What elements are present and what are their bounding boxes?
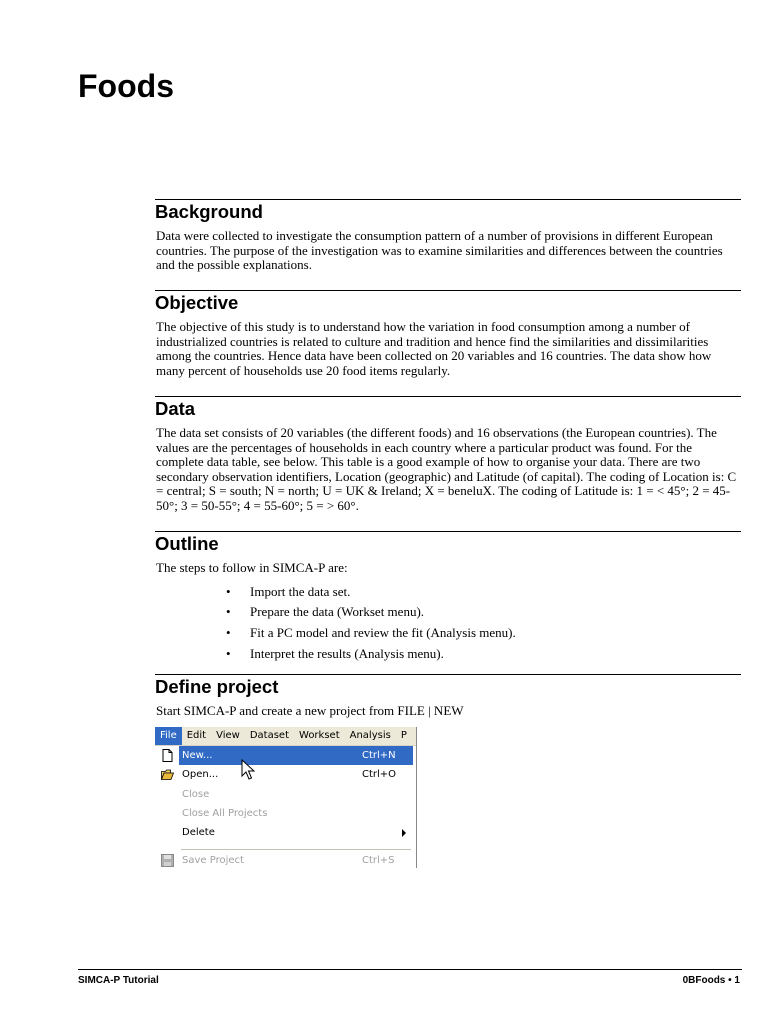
define-project-section xyxy=(155,674,741,719)
menu-workset[interactable]: Workset xyxy=(299,730,340,741)
menu-file[interactable]: File xyxy=(155,727,182,745)
objective-section xyxy=(155,290,741,378)
list-item: • Fit a PC model and review the fit (Analysis menu). xyxy=(155,623,741,644)
footer-page-number: 0BFoods • 1 xyxy=(682,975,740,986)
submenu-arrow-icon xyxy=(402,829,406,837)
objective-text: The objective of this study is to understand how the variation in food consumption among a number of industrialized countries is related to culture and tradition and hence find the similarities and dissimilarities among the countries. Hence data have been collected on 20 variables and 16 countries. The data show how many percent of households use 20 food items regularly. xyxy=(156,319,712,378)
define-project-heading: Define project xyxy=(155,676,279,697)
data-text: The data set consists of 20 variables (the different foods) and 16 observations (the European countries). The values are the percentages of households in each country where a particular product was found. For the complete data table, see below. This table is a good example of how to organise your data. There are two secondary observation identifiers, Location (geographic) and Latitude (of capital). The coding of Location is: C = central; S = south; N = north; U = UK & Ireland; X = beneluX. The coding of Latitude is: 1 = < 45°; 2 = 45-50°; 3 = 50-55°; 4 = 55-60°; 5 = > 60°. xyxy=(156,425,737,513)
define-project-text: Start SIMCA-P and create a new project from FILE | NEW xyxy=(156,703,464,718)
background-text: Data were collected to investigate the consumption pattern of a number of provisions in different European countries. The purpose of the investigation was to examine similarities and differences between the countries and the possible explanations. xyxy=(156,228,723,273)
file-menu-screenshot xyxy=(155,727,417,868)
list-item: • Prepare the data (Workset menu). xyxy=(155,602,741,623)
menu-separator xyxy=(181,849,411,850)
outline-section xyxy=(155,531,741,664)
menu-item-delete[interactable]: Delete xyxy=(155,823,413,842)
outline-heading: Outline xyxy=(155,533,219,554)
menu-item-close-all-projects: Close All Projects xyxy=(182,808,268,819)
objective-heading: Objective xyxy=(155,292,239,313)
menu-item-open[interactable]: Open... Ctrl+O xyxy=(155,765,413,784)
data-section xyxy=(155,396,741,514)
outline-steps-list xyxy=(155,582,741,665)
menu-bar xyxy=(155,727,416,746)
bullet-icon: • xyxy=(226,624,231,640)
list-item: • Interpret the results (Analysis menu). xyxy=(155,644,741,665)
bullet-icon: • xyxy=(226,645,231,661)
save-disk-icon xyxy=(161,854,174,867)
menu-item-save-project: Save Project Ctrl+S xyxy=(155,851,413,868)
new-document-icon xyxy=(161,749,174,762)
bullet-icon: • xyxy=(226,583,231,599)
menu-edit[interactable]: Edit xyxy=(186,730,207,741)
menu-analysis[interactable]: Analysis xyxy=(349,730,391,741)
menu-item-close: Close xyxy=(182,789,210,800)
data-heading: Data xyxy=(155,398,196,419)
page-title: Foods xyxy=(78,68,174,104)
bullet-icon: • xyxy=(226,604,231,620)
menu-dataset[interactable]: Dataset xyxy=(249,730,290,741)
background-heading: Background xyxy=(155,201,263,222)
outline-intro: The steps to follow in SIMCA-P are: xyxy=(156,560,348,575)
background-section xyxy=(155,199,741,273)
menu-item-new[interactable]: New... Ctrl+N xyxy=(179,746,413,765)
mouse-pointer-icon xyxy=(241,759,255,781)
list-item: • Import the data set. xyxy=(155,582,741,603)
open-folder-icon xyxy=(161,768,174,781)
menu-view[interactable]: View xyxy=(216,730,240,741)
footer-divider xyxy=(78,969,742,970)
menu-more[interactable]: P xyxy=(400,730,407,741)
footer-left: SIMCA-P Tutorial xyxy=(78,975,159,986)
